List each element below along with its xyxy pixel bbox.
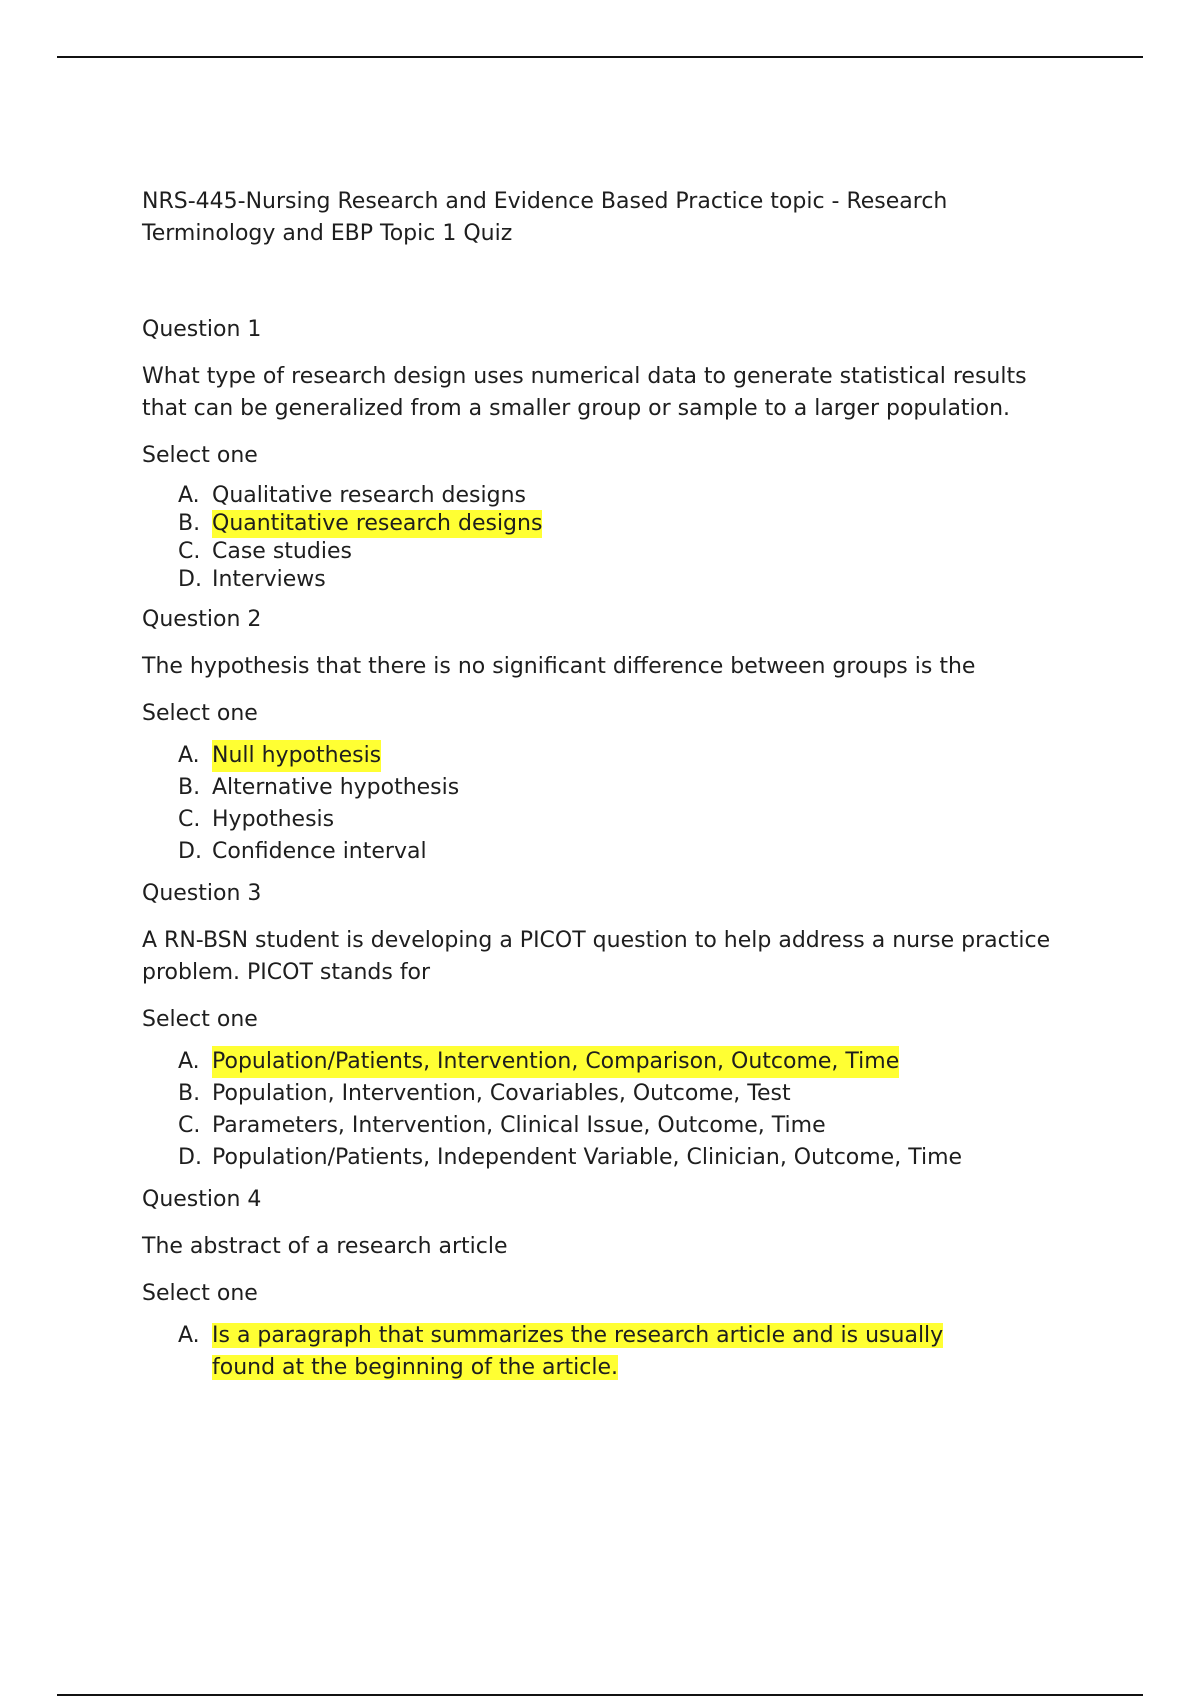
answer-option-c[interactable] — [178, 1110, 1062, 1142]
option-letter: A. — [178, 1323, 200, 1348]
question-4 — [142, 1184, 1062, 1384]
top-rule — [57, 56, 1143, 58]
answer-options — [178, 1046, 1062, 1174]
option-letter: A. — [178, 483, 200, 508]
question-heading: Question 3 — [142, 881, 262, 906]
option-letter: D. — [178, 567, 202, 592]
select-one-label: Select one — [142, 701, 258, 726]
answer-option-d[interactable] — [178, 566, 1062, 594]
option-text: Hypothesis — [212, 807, 335, 832]
select-one-label: Select one — [142, 1007, 258, 1032]
answer-option-a[interactable] — [178, 482, 1062, 510]
option-letter: A. — [178, 1049, 200, 1074]
answer-option-a-highlighted[interactable] — [178, 740, 1062, 772]
answer-option-b[interactable] — [178, 1078, 1062, 1110]
option-letter: B. — [178, 1081, 201, 1106]
answer-option-a-highlighted[interactable] — [178, 1320, 1062, 1384]
question-heading: Question 1 — [142, 317, 262, 342]
answer-option-c[interactable] — [178, 804, 1062, 836]
answer-option-d[interactable] — [178, 836, 1062, 868]
option-letter: B. — [178, 775, 201, 800]
option-text-wrap — [212, 1320, 992, 1384]
question-2 — [142, 604, 1062, 868]
document-title: NRS-445-Nursing Research and Evidence Based Practice topic - Research Terminology and EBP Topic 1 Quiz — [142, 189, 948, 246]
option-letter: D. — [178, 1145, 202, 1170]
select-one-label: Select one — [142, 443, 258, 468]
option-letter: C. — [178, 1113, 201, 1138]
answer-option-b-highlighted[interactable] — [178, 510, 1062, 538]
option-text: Is a paragraph that summarizes the research article and is usually found at the beginning of the article. — [212, 1323, 944, 1380]
option-text: Quantitative research designs — [212, 511, 543, 536]
option-text: Population/Patients, Intervention, Comparison, Outcome, Time — [212, 1046, 899, 1078]
quiz-document — [142, 186, 1062, 1394]
question-text: The abstract of a research article — [142, 1234, 508, 1259]
option-text: Interviews — [212, 567, 326, 592]
question-1 — [142, 314, 1062, 594]
option-text: Case studies — [212, 539, 352, 564]
answer-option-c[interactable] — [178, 538, 1062, 566]
option-letter: C. — [178, 807, 201, 832]
option-text: Population, Intervention, Covariables, Outcome, Test — [212, 1081, 791, 1106]
option-text: Alternative hypothesis — [212, 775, 460, 800]
option-letter: D. — [178, 839, 202, 864]
question-text: A RN-BSN student is developing a PICOT question to help address a nurse practice problem. PICOT stands for — [142, 928, 1051, 985]
option-text: Confidence interval — [212, 839, 427, 864]
answer-options — [178, 740, 1062, 868]
question-text: The hypothesis that there is no significant difference between groups is the — [142, 654, 976, 679]
option-text: Qualitative research designs — [212, 483, 526, 508]
select-one-label: Select one — [142, 1281, 258, 1306]
option-text: Parameters, Intervention, Clinical Issue, Outcome, Time — [212, 1113, 826, 1138]
option-letter: B. — [178, 511, 201, 536]
bottom-rule — [57, 1694, 1143, 1696]
option-text: Population/Patients, Independent Variable, Clinician, Outcome, Time — [212, 1145, 963, 1170]
answer-option-d[interactable] — [178, 1142, 1062, 1174]
answer-options — [178, 1320, 1062, 1384]
question-heading: Question 2 — [142, 607, 262, 632]
question-heading: Question 4 — [142, 1187, 262, 1212]
option-letter: A. — [178, 743, 200, 768]
answer-options — [178, 482, 1062, 594]
option-letter: C. — [178, 539, 201, 564]
question-text: What type of research design uses numerical data to generate statistical results that can be generalized from a smaller group or sample to a larger population. — [142, 364, 1027, 421]
option-text: Null hypothesis — [212, 740, 381, 772]
question-3 — [142, 878, 1062, 1174]
answer-option-b[interactable] — [178, 772, 1062, 804]
answer-option-a-highlighted[interactable] — [178, 1046, 1062, 1078]
